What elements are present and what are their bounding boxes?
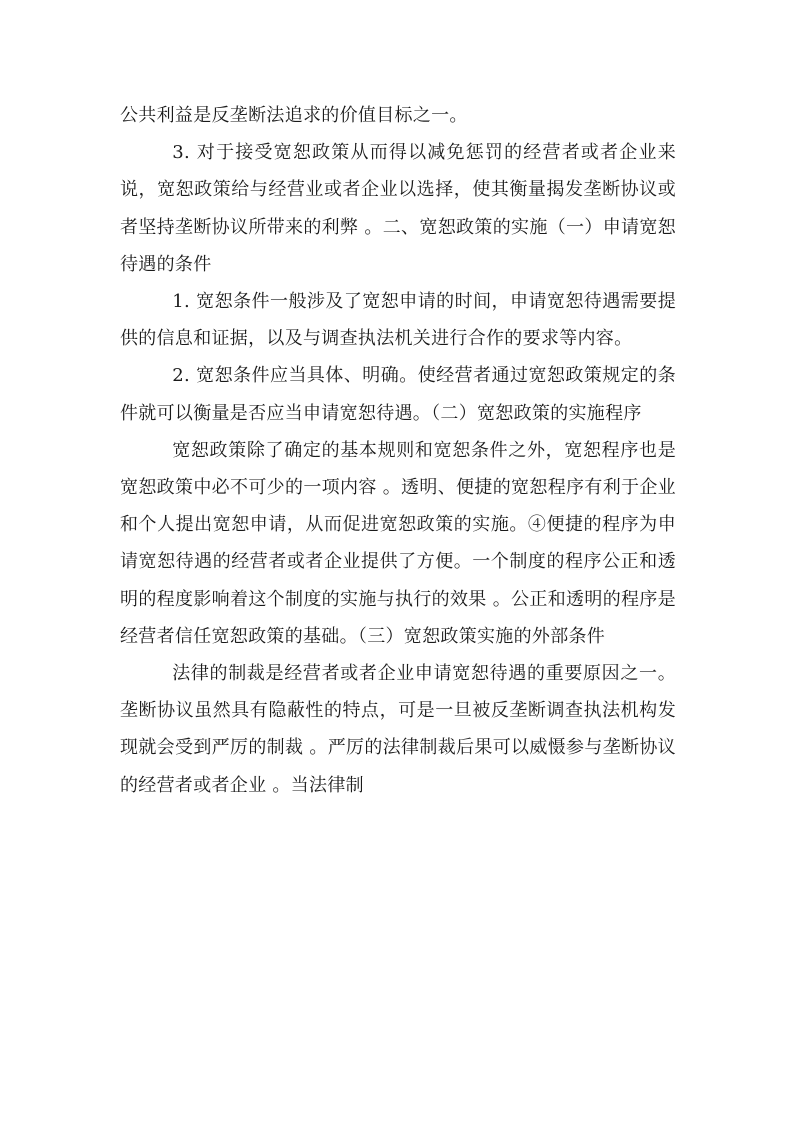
paragraph-point-2: 2. 宽恕条件应当具体、明确。使经营者通过宽恕政策规定的条件就可以衡量是否应当申请宽恕待遇。（二）宽恕政策的实施程序 [120, 365, 676, 424]
paragraph-point-1: 1. 宽恕条件一般涉及了宽恕申请的时间，申请宽恕待遇需要提供的信息和证据，以及与调查执法机关进行合作的要求等内容。 [120, 291, 676, 350]
paragraph-leniency-procedure: 宽恕政策除了确定的基本规则和宽恕条件之外，宽恕程序也是宽恕政策中必不可少的一项内容 。透明、便捷的宽恕程序有利于企业和个人提出宽恕申请，从而促进宽恕政策的实施。④便捷的程序为申请宽恕待遇的经营者或者企业提供了方便。一个制度的程序公正和透明的程度影响着这个制度的实施与执行的效果 。公正和透明的程序是经营者信任宽恕政策的基础。（三）宽恕政策实施的外部条件 [120, 439, 676, 647]
paragraph-point-3: 3. 对于接受宽恕政策从而得以减免惩罚的经营者或者企业来说，宽恕政策给与经营业或者企业以选择，使其衡量揭发垄断协议或者坚持垄断协议所带来的利弊 。二、宽恕政策的实施（一）申请宽恕待遇的条件 [120, 142, 676, 275]
paragraph-public-interest: 公共利益是反垄断法追求的价值目标之一。 [120, 105, 468, 126]
document-body [120, 97, 676, 804]
paragraph-legal-sanctions: 法律的制裁是经营者或者企业申请宽恕待遇的重要原因之一。垄断协议虽然具有隐蔽性的特点，可是一旦被反垄断调查执法机构发现就会受到严厉的制裁 。严厉的法律制裁后果可以威慑参与垄断协议的经营者或者企业 。当法律制 [120, 663, 676, 796]
